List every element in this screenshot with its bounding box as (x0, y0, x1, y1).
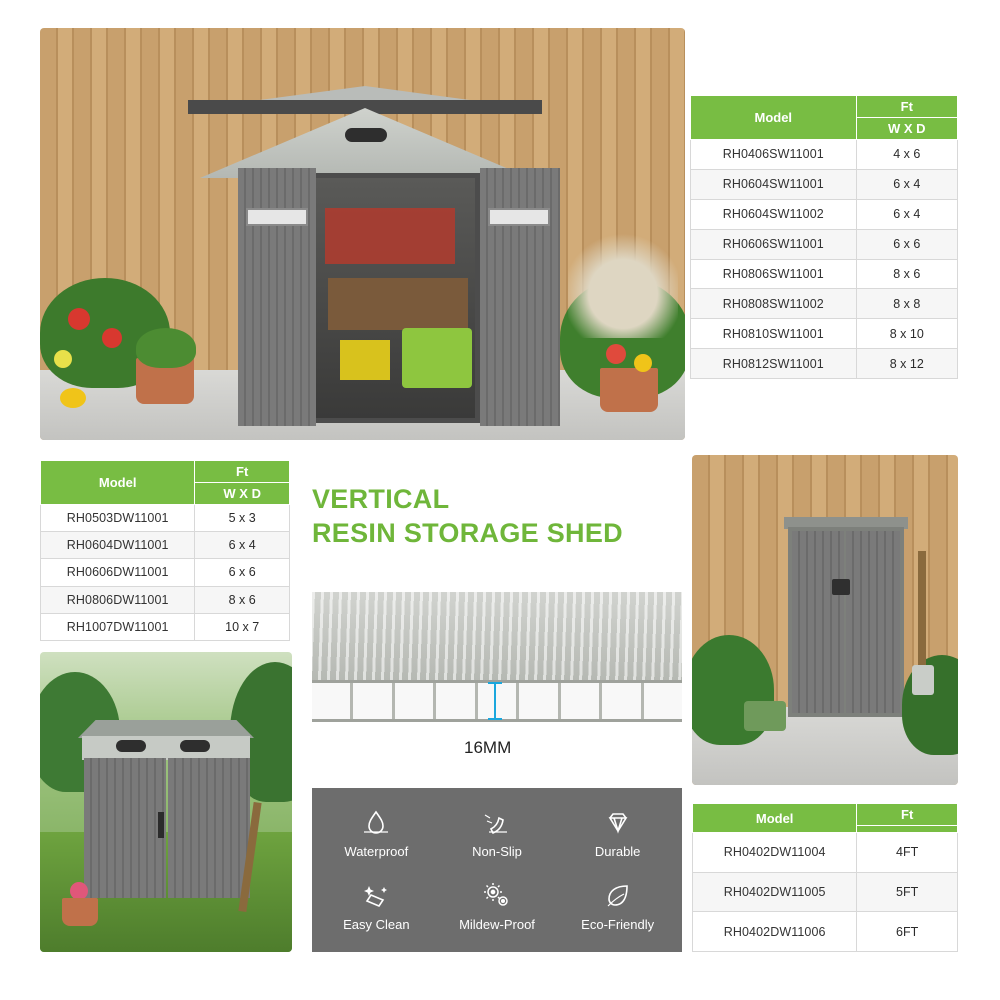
page-title (312, 482, 682, 550)
yellow-flower-cluster (60, 388, 86, 408)
table-row (691, 349, 958, 379)
header-dims: W X D (195, 483, 290, 505)
core-cell (395, 683, 436, 719)
spec-table (692, 803, 958, 952)
cell-dims: 8 x 6 (856, 259, 957, 289)
header-unit: Ft (857, 804, 958, 826)
feature-easy-clean (343, 879, 409, 932)
table-row (691, 140, 958, 170)
water-drop-icon (344, 806, 408, 840)
gray-shed-photo (40, 652, 292, 952)
cell-model: RH0604DW11001 (41, 532, 195, 559)
cell-dims: 8 x 6 (195, 586, 290, 613)
cell-model: RH0503DW11001 (41, 505, 195, 532)
right-door-window (488, 208, 550, 226)
table-row (41, 505, 290, 532)
leaf-icon (581, 879, 654, 913)
core-cell (353, 683, 394, 719)
flower-pot (62, 898, 98, 926)
dimension-cap-bottom (488, 718, 502, 720)
feature-waterproof (344, 806, 408, 859)
table-row (41, 613, 290, 640)
gable-vent-left (116, 740, 146, 752)
board-thickness-diagram (312, 592, 682, 780)
shed-model-table-bottom-right (692, 803, 958, 952)
gable-vent-right (180, 740, 210, 752)
feature-eco-friendly (581, 879, 654, 932)
vertical-shed-photo (692, 455, 958, 785)
red-flower (68, 308, 90, 330)
cell-model: RH0606SW11001 (691, 229, 857, 259)
cell-dims: 8 x 12 (856, 349, 957, 379)
title-line-1: VERTICAL (312, 484, 450, 514)
cell-dims: 6 x 6 (195, 559, 290, 586)
cell-dims: 6 x 4 (856, 199, 957, 229)
cell-model: RH0806DW11001 (41, 586, 195, 613)
thickness-label: 16MM (464, 738, 512, 757)
feature-label: Easy Clean (343, 917, 410, 932)
garden-shovel (918, 551, 926, 671)
title-line-2: RESIN STORAGE SHED (312, 518, 623, 548)
dimension-line (494, 682, 496, 720)
cell-dims: 4 x 6 (856, 140, 957, 170)
cell-model: RH0406SW11001 (691, 140, 857, 170)
feature-label: Eco-Friendly (581, 917, 655, 932)
table-row (691, 169, 958, 199)
cell-model: RH0806SW11001 (691, 259, 857, 289)
gray-shed-left-door (84, 758, 166, 898)
shed-left-door (238, 168, 316, 426)
vertical-shed-handle (832, 579, 850, 595)
yellow-flower (54, 350, 72, 368)
feature-mildew-proof (459, 879, 535, 932)
table-row (691, 199, 958, 229)
vertical-shed-right-door (846, 531, 900, 713)
red-flower (102, 328, 122, 348)
gable-vent (345, 128, 387, 142)
cell-model: RH0606DW11001 (41, 559, 195, 586)
table-row (693, 912, 958, 952)
core-cell (312, 683, 353, 719)
cell-dims: 6 x 6 (856, 229, 957, 259)
feature-label: Mildew-Proof (459, 917, 535, 932)
cell-model: RH0604SW11002 (691, 199, 857, 229)
interior-bicycle (402, 328, 472, 388)
header-unit: Ft (195, 461, 290, 483)
shed-model-table-top-right (690, 95, 958, 379)
cell-model: RH0810SW11001 (691, 319, 857, 349)
table-row (691, 259, 958, 289)
table-row (691, 229, 958, 259)
cell-dims: 10 x 7 (195, 613, 290, 640)
cell-dims: 6 x 4 (195, 532, 290, 559)
cell-model: RH0402DW11006 (693, 912, 857, 952)
features-panel (312, 788, 682, 952)
header-model: Model (41, 461, 195, 505)
cell-dims: 8 x 8 (856, 289, 957, 319)
left-door-window (246, 208, 308, 226)
red-flower (606, 344, 626, 364)
cell-model: RH0402DW11004 (693, 833, 857, 873)
table-row (691, 319, 958, 349)
yellow-flower (634, 354, 652, 372)
germ-icon (459, 879, 535, 913)
header-unit: Ft (856, 96, 957, 118)
cell-dims: 4FT (857, 833, 958, 873)
core-cell (644, 683, 682, 719)
interior-tool-board (325, 208, 455, 264)
watering-can (744, 701, 786, 731)
core-cell (602, 683, 643, 719)
shovel-blade (912, 665, 934, 695)
diamond-icon (595, 806, 641, 840)
cell-dims: 6 x 4 (856, 169, 957, 199)
vertical-shed-left-door (792, 531, 844, 713)
table-row (41, 586, 290, 613)
spec-table (40, 460, 290, 641)
gray-shed-gable (82, 736, 250, 760)
table-row (693, 833, 958, 873)
cell-model: RH0808SW11002 (691, 289, 857, 319)
feature-label: Non-Slip (472, 844, 522, 859)
cell-dims: 6FT (857, 912, 958, 952)
table-row (41, 559, 290, 586)
cell-model: RH0604SW11001 (691, 169, 857, 199)
interior-workbench (328, 278, 468, 330)
non-slip-shoe-icon (472, 806, 522, 840)
core-cell (436, 683, 477, 719)
header-model: Model (693, 804, 857, 833)
board-top-surface (312, 592, 682, 680)
cell-model: RH0402DW11005 (693, 872, 857, 912)
feature-non-slip (472, 806, 522, 859)
feature-label: Durable (594, 844, 641, 859)
main-shed-photo (40, 28, 685, 440)
cell-dims: 5 x 3 (195, 505, 290, 532)
cell-model: RH1007DW11001 (41, 613, 195, 640)
core-cell (561, 683, 602, 719)
pot-plant (136, 328, 196, 368)
core-cell (478, 683, 519, 719)
pampas-grass (568, 228, 678, 338)
sparkle-cloth-icon (343, 879, 409, 913)
cell-dims: 8 x 10 (856, 319, 957, 349)
terracotta-pot (600, 368, 658, 412)
door-handle (158, 812, 164, 838)
core-cell (519, 683, 560, 719)
table-row (691, 289, 958, 319)
feature-durable (595, 806, 641, 859)
header-dims: W X D (856, 118, 957, 140)
feature-label: Waterproof (344, 844, 409, 859)
table-row (41, 532, 290, 559)
interior-yellow-container (340, 340, 390, 380)
shed-right-door (480, 168, 560, 426)
board-hollow-core (312, 680, 682, 722)
shed-model-table-middle-left (40, 460, 290, 641)
header-dims (857, 826, 958, 833)
header-model: Model (691, 96, 857, 140)
cell-model: RH0812SW11001 (691, 349, 857, 379)
table-row (693, 872, 958, 912)
spec-table (690, 95, 958, 379)
cell-dims: 5FT (857, 872, 958, 912)
gray-shed-right-door (168, 758, 250, 898)
